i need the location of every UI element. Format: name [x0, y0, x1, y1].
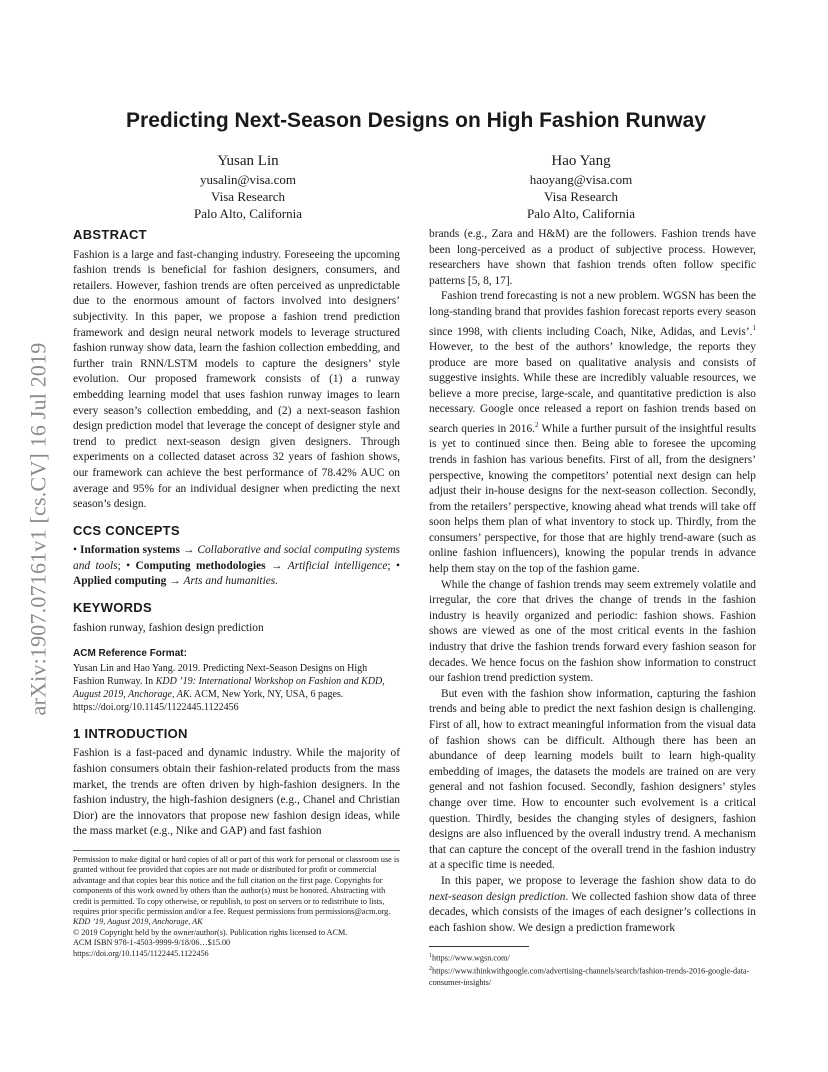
abstract-text: Fashion is a large and fast-changing industry. Foreseeing the upcoming fashion trends is beneficial for fashion designers, consumers, and retailers. However, fashion trends are often perceived as unpredictable due to the enormous amount of factors involved into designers’ subjectivity. In this paper, we propose a fashion trend prediction framework and design neural network models to leverage structured fashion runway show data, learn the fashion collection embedding, and further train RNN/LSTM models to capture the designers’ style evolution. Our proposed framework consists of (1) a runway embedding learning model that uses fashion runway images to learn every season’s collection embedding, and (2) a next-season fashion design prediction model that leverage the concept of designer style and trend to predict next-season design given designers. Through experiments on a collected dataset across 32 years of fashion shows, our framework can achieve the best performance of 78.42% AUC on average and 95% for an individual designer when predicting the next season’s design.	[73, 248, 400, 511]
author-location: Palo Alto, California	[194, 206, 302, 221]
ccs-item: Collaborative and social computing systems and tools	[73, 544, 400, 572]
conference-info: KDD ’19, August 2019, Anchorage, AK	[73, 917, 203, 927]
footnotes	[429, 951, 756, 988]
copyright-line: © 2019 Copyright held by the owner/author(s). Publication rights licensed to ACM.	[73, 927, 348, 937]
footnote-rule	[429, 946, 529, 947]
left-column	[73, 227, 400, 959]
ccs-item-bold: Computing methodologies	[135, 559, 266, 572]
acm-reference-venue: KDD ’19: International Workshop on Fashion and KDD, August 2019, Anchorage, AK.	[73, 675, 385, 700]
paper-title: Predicting Next-Season Designs on High Fashion Runway	[126, 109, 706, 132]
intro-paragraph-fashion-shows: While the change of fashion trends may seem extremely volatile and irregular, the core that drives the change of trends in the fashion industry is heavily organized and periodic: fashion shows. Fashion shows are viewed as one of the most critical events in the fashion industry that drive the fashion trends forward every fashion season for decades. We hence focus on the fashion show information to construct our fashion trend prediction system.	[429, 578, 756, 685]
author-org: Visa Research	[544, 189, 618, 204]
footnote-2	[429, 964, 756, 988]
arxiv-stamp	[26, 294, 52, 764]
emphasis-text: next-season design prediction	[429, 890, 566, 903]
acm-reference-text	[73, 662, 400, 714]
ccs-bullet: •	[395, 559, 400, 572]
acm-reference-part: ACM, New York, NY, USA, 6 pages. https://doi.org/10.1145/1122445.1122456	[73, 688, 344, 713]
permission-rule	[73, 850, 400, 851]
author-location: Palo Alto, California	[527, 206, 635, 221]
ccs-arrow: →	[270, 559, 283, 572]
ccs-text	[73, 543, 400, 590]
right-column	[429, 227, 756, 988]
intro-continued: brands (e.g., Zara and H&M) are the followers. Fashion trends have been long-perceived as a product of subjective process. However, researchers have shown that fashion trends often follow specific patterns [5, 8, 17].	[429, 228, 756, 287]
paragraph-text: In this paper, we propose to leverage the fashion show data to do	[441, 874, 756, 887]
conference-line	[73, 917, 400, 927]
intro-paragraph-forecasting	[429, 289, 756, 577]
footnote-mark: 1	[752, 323, 756, 332]
acm-reference-heading: ACM Reference Format:	[73, 648, 187, 660]
author-name: Yusan Lin	[217, 153, 279, 169]
footnote-mark: 2	[535, 420, 539, 429]
acm-reference-part: Yusan Lin and Hao Yang. 2019. Predicting Next-Season Designs on High Fashion Runway. In	[73, 662, 368, 687]
ccs-arrow: →	[182, 544, 195, 557]
abstract-heading: ABSTRACT	[73, 227, 147, 242]
introduction-paragraph: Fashion is a fast-paced and dynamic industry. While the majority of fashion consumers obtain their fashion-related products from the mass market, the trends are often driven by high-fashion designers. In the fashion industry, the high-fashion designers (e.g., Chanel and Christian Dior) are the innovators that propose new fashion design ideas, while the mass market (e.g., Nike and GAP) and fast fashion	[73, 747, 400, 838]
paragraph-text: Fashion trend forecasting is not a new problem. WGSN has been the long-standing brand that provides fashion forecast reports every season since 1998, with clients including Coach, Nike, Adidas, and Levis’.	[429, 290, 756, 338]
ccs-bullet: •	[126, 559, 131, 572]
isbn-line: ACM ISBN 978-1-4503-9999-9/18/06…$15.00	[73, 938, 231, 948]
author-email: yusalin@visa.com	[199, 172, 297, 187]
author-block-1	[128, 151, 368, 222]
author-block-2	[461, 151, 701, 222]
permission-text: Permission to make digital or hard copies of all or part of this work for personal or classroom use is granted without fee provided that copies are not made or distributed for profit or commercial advantage and that copies bear this notice and the full citation on the first page. Copyrights for components of this work owned by others than the author(s) must be honored. Abstracting with credit is permitted. To copy otherwise, or republish, to post on servers or to redistribute to lists, requires prior specific permission and/or a fee. Request permissions from permissions@acm.org.	[73, 855, 400, 917]
author-name: Hao Yang	[551, 153, 611, 169]
arxiv-id: arXiv:1907.07161v1 [cs.CV] 16 Jul 2019	[26, 342, 51, 716]
ccs-item: Artificial intelligence	[287, 559, 388, 572]
ccs-separator: ;	[117, 559, 121, 572]
ccs-item-bold: Information systems	[80, 544, 180, 557]
footnote-1	[429, 951, 756, 964]
doi-line: https://doi.org/10.1145/1122445.1122456	[73, 948, 209, 958]
ccs-item: Arts and humanities.	[183, 575, 279, 588]
footnote-number: 1	[429, 953, 432, 960]
footnote-url: https://www.thinkwithgoogle.com/advertising-channels/search/fashion-trends-2016-google-data-consumer-insights/	[429, 967, 750, 987]
keywords-heading: KEYWORDS	[73, 600, 152, 616]
author-email: haoyang@visa.com	[529, 172, 633, 187]
ccs-separator: ;	[387, 559, 391, 572]
author-org: Visa Research	[211, 189, 285, 204]
ccs-bullet: •	[73, 544, 77, 557]
ccs-heading: CCS CONCEPTS	[73, 522, 180, 538]
paragraph-text: However, to the best of the authors’ knowledge, the reports they produce are more based on qualitative analysis and consists of suggestive insights. While these are incredibly valuable resources, we believe a more precise, large-scale, and quantitative prediction is also necessary. Google once released a report on fashion trends based on search queries in 2016.	[429, 340, 756, 435]
intro-paragraph-challenges: But even with the fashion show information, capturing the fashion trends and being able to predict the next fashion design is challenging. First of all, how to extract meaningful information from the visual data of fashion shows can be difficult. Although there has been an abundance of deep learning models built to learn high-quality embedding of images, the datasets the models are trained on are very general and not fashion focused. Secondly, fashion designers’ styles change over time. How to encounter such evolvement is a critical question. Thirdly, besides the changing styles of designers, fashion designs are also influenced by the overall industry trend. A mechanism that can capture the concept of the overall trend in the fashion industry at a specific time is needed.	[429, 687, 756, 872]
introduction-heading: 1 INTRODUCTION	[73, 725, 188, 741]
footnote-number: 2	[429, 966, 432, 973]
permission-block	[73, 855, 400, 959]
ccs-item-bold: Applied computing	[73, 575, 167, 588]
intro-paragraph-proposal	[429, 874, 756, 936]
ccs-arrow: →	[169, 575, 181, 588]
paragraph-text: While a further pursuit of the insightful results is yet to continued since then. Being able to foresee the upcoming trends in fashion has various benefits. First of all, from the designers’ perspective, knowing the competitors’ potential next design can help adjust their in-house designs for the next-season collection. Secondly, from the retailers’ perspective, knowing ahead what trends will take off soon helps them plan of what inventory to stock up. Thirdly, from the consumers’ perspective, for those that are highly trend-aware (such as online fashion influencers), knowing the popular trends in advance help them stay on the top of the fashion game.	[429, 422, 757, 576]
footnote-url: https://www.wgsn.com/	[432, 954, 510, 964]
paragraph-text: . We collected fashion show data of three decades, which consists of the images of each designer’s collections in each fashion show. We design a prediction framework	[429, 890, 756, 934]
keywords-text: fashion runway, fashion design prediction	[73, 621, 264, 634]
